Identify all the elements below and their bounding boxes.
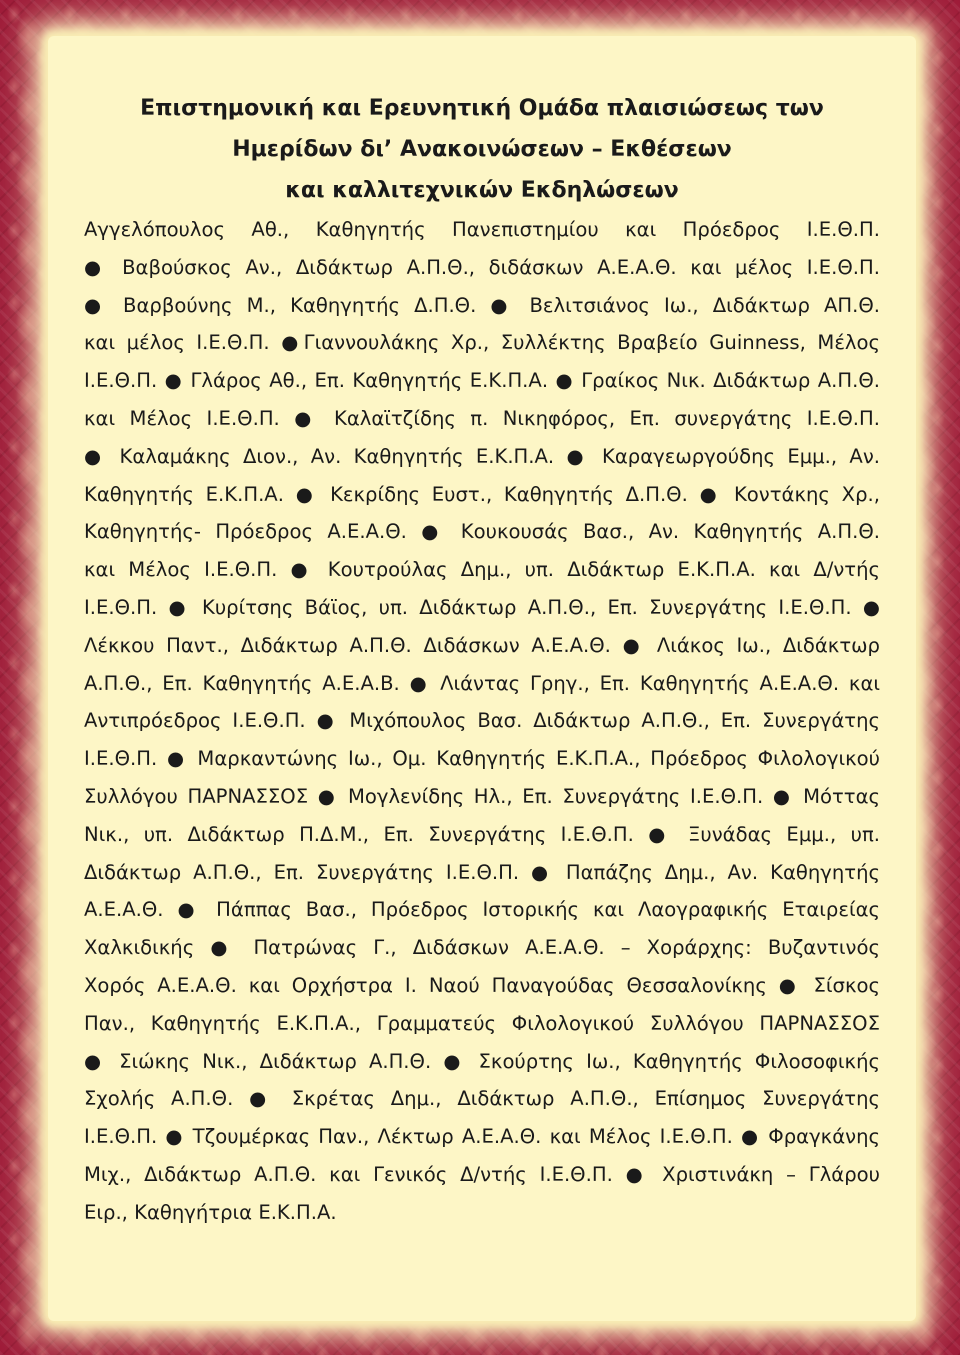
member-list-line: και Μέλος Ι.Ε.Θ.Π. ● Καλαϊτζίδης π. Νικηφόρος, Επ. συνεργάτης Ι.Ε.Θ.Π. bbox=[84, 406, 880, 430]
member-list-line: ● Σιώκης Νικ., Διδάκτωρ Α.Π.Θ. ● Σκούρτης Ιω., Καθηγητής Φιλοσοφικής bbox=[84, 1049, 880, 1073]
member-list-line: Ι.Ε.Θ.Π. ● Κυρίτσης Βάϊος, υπ. Διδάκτωρ Α.Π.Θ., Επ. Συνεργάτης Ι.Ε.Θ.Π. ● bbox=[84, 595, 880, 619]
title-line: και καλλιτεχνικών Εκδηλώσεων bbox=[285, 178, 679, 203]
member-list-line: Ειρ., Καθηγήτρια Ε.Κ.Π.Α. bbox=[84, 1200, 337, 1224]
member-list-line: και μέλος Ι.Ε.Θ.Π. ●Γιαννουλάκης Χρ., Συλλέκτης Βραβείο Guinness, Μέλος bbox=[84, 331, 880, 355]
member-list-line: Λέκκου Παντ., Διδάκτωρ Α.Π.Θ. Διδάσκων Α.Ε.Α.Θ. ● Λιάκος Ιω., Διδάκτωρ bbox=[84, 633, 880, 657]
member-list-line: Α.Ε.Α.Θ. ● Πάππας Βασ., Πρόεδρος Ιστορικής και Λαογραφικής Εταιρείας bbox=[84, 898, 880, 922]
member-list-line: Νικ., υπ. Διδάκτωρ Π.Δ.Μ., Επ. Συνεργάτης Ι.Ε.Θ.Π. ● Ξυνάδας Εμμ., υπ. bbox=[84, 822, 880, 846]
member-list-line: Ι.Ε.Θ.Π. ● Τζουμέρκας Παν., Λέκτωρ Α.Ε.Α.Θ. και Μέλος Ι.Ε.Θ.Π. ● Φραγκάνης bbox=[84, 1125, 880, 1149]
member-list-line: Αγγελόπουλος Αθ., Καθηγητής Πανεπιστημίου και Πρόεδρος Ι.Ε.Θ.Π. bbox=[84, 218, 880, 241]
member-list-line: ● Καλαμάκης Διον., Αν. Καθηγητής Ε.Κ.Π.Α. ● Καραγεωργούδης Εμμ., Αν. bbox=[84, 444, 880, 468]
member-list-line: Διδάκτωρ Α.Π.Θ., Επ. Συνεργάτης Ι.Ε.Θ.Π. ● Παπάζης Δημ., Αν. Καθηγητής bbox=[84, 860, 880, 884]
member-list-line: Ι.Ε.Θ.Π. ● Μαρκαντώνης Ιω., Ομ. Καθηγητής Ε.Κ.Π.Α., Πρόεδρος Φιλολογικού bbox=[84, 747, 880, 771]
document-title bbox=[84, 88, 880, 211]
member-list-line: και Μέλος Ι.Ε.Θ.Π. ● Κουτρούλας Δημ., υπ. Διδάκτωρ Ε.Κ.Π.Α. και Δ/ντής bbox=[84, 558, 880, 582]
member-list-line: Ι.Ε.Θ.Π. ● Γλάρος Αθ., Επ. Καθηγητής Ε.Κ.Π.Α. ● Γραίκος Νικ. Διδάκτωρ Α.Π.Θ. bbox=[84, 369, 880, 393]
member-list-line: Χορός Α.Ε.Α.Θ. και Ορχήστρα Ι. Ναού Παναγούδας Θεσσαλονίκης ● Σίσκος bbox=[84, 973, 880, 997]
member-list-line: Συλλόγου ΠΑΡΝΑΣΣΟΣ ● Μογλενίδης Ηλ., Επ. Συνεργάτης Ι.Ε.Θ.Π. ● Μόττας bbox=[84, 784, 880, 808]
member-list-line: Παν., Καθηγητής Ε.Κ.Π.Α., Γραμματεύς Φιλολογικού Συλλόγου ΠΑΡΝΑΣΣΟΣ bbox=[84, 1011, 880, 1035]
member-list-line: Μιχ., Διδάκτωρ Α.Π.Θ. και Γενικός Δ/ντής Ι.Ε.Θ.Π. ● Χριστινάκη – Γλάρου bbox=[84, 1162, 880, 1186]
member-list-line: ● Βαβούσκος Αν., Διδάκτωρ Α.Π.Θ., διδάσκων Α.Ε.Α.Θ. και μέλος Ι.Ε.Θ.Π. bbox=[84, 255, 880, 279]
member-list-line: Σχολής Α.Π.Θ. ● Σκρέτας Δημ., Διδάκτωρ Α.Π.Θ., Επίσημος Συνεργάτης bbox=[84, 1087, 880, 1111]
member-list-line: Καθηγητής Ε.Κ.Π.Α. ● Κεκρίδης Ευστ., Καθηγητής Δ.Π.Θ. ● Κοντάκης Χρ., bbox=[84, 482, 880, 506]
member-list-line: ● Βαρβούνης Μ., Καθηγητής Δ.Π.Θ. ● Βελιτσιάνος Ιω., Διδάκτωρ ΑΠ.Θ. bbox=[84, 293, 880, 317]
member-list-line: Α.Π.Θ., Επ. Καθηγητής Α.Ε.Α.Β. ● Λιάντας Γρηγ., Επ. Καθηγητής Α.Ε.Α.Θ. και bbox=[84, 671, 880, 695]
member-list-line: Καθηγητής- Πρόεδρος Α.Ε.Α.Θ. ● Κουκουσάς Βασ., Αν. Καθηγητής Α.Π.Θ. bbox=[84, 520, 880, 544]
member-list-line: Χαλκιδικής ● Πατρώνας Γ., Διδάσκων Α.Ε.Α.Θ. – Χοράρχης: Βυζαντινός bbox=[84, 936, 880, 960]
document-content bbox=[84, 88, 880, 1232]
member-list-line: Αντιπρόεδρος Ι.Ε.Θ.Π. ● Μιχόπουλος Βασ. Διδάκτωρ Α.Π.Θ., Επ. Συνεργάτης bbox=[84, 709, 880, 733]
title-line: Επιστημονική και Ερευνητική Ομάδα πλαισιώσεως των bbox=[140, 96, 824, 121]
title-line: Ημερίδων δι’ Ανακοινώσεων – Εκθέσεων bbox=[232, 137, 732, 162]
member-list bbox=[84, 211, 880, 1232]
